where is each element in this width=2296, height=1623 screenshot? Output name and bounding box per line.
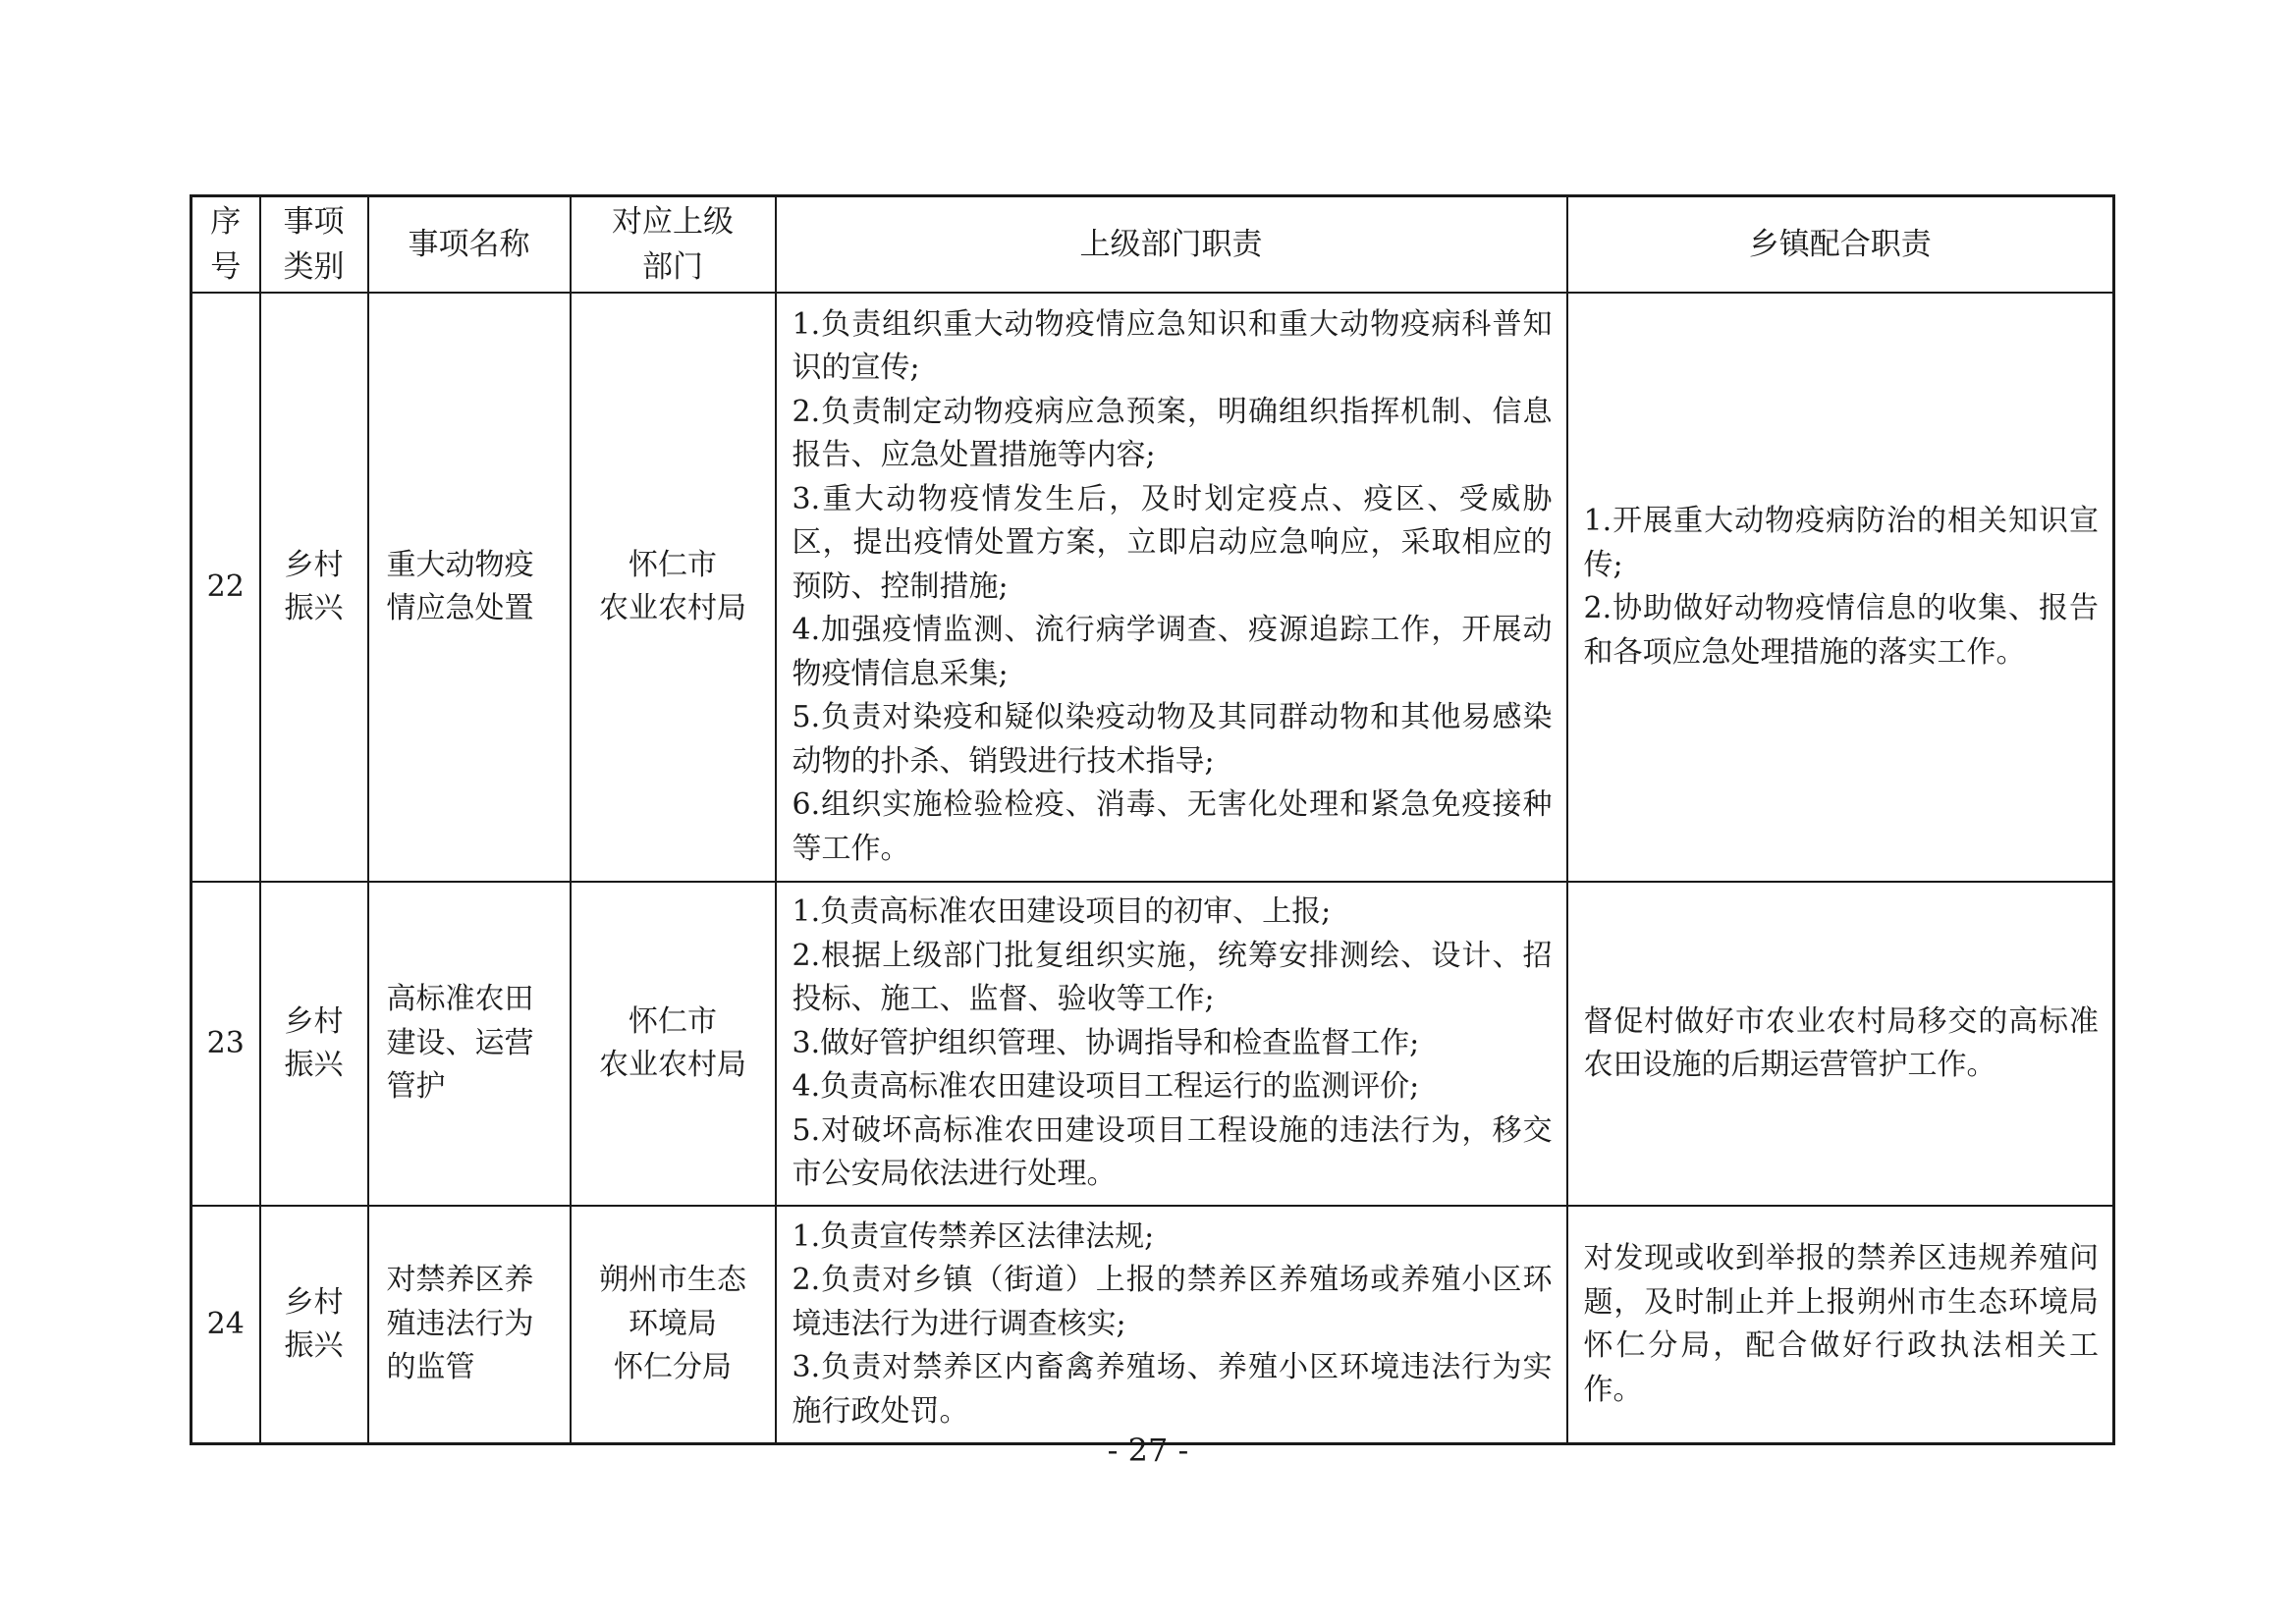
cell-town-duty — [1567, 882, 2114, 1206]
cell-item-name: 对禁养区养 殖违法行为 的监管 — [368, 1206, 571, 1444]
duty-item: 4.加强疫情监测、流行病学调查、疫源追踪工作，开展动物疫情信息采集; — [792, 613, 1553, 691]
cell-dept: 怀仁市 农业农村局 — [571, 293, 776, 882]
cell-category: 乡村 振兴 — [260, 882, 368, 1206]
table-row — [191, 882, 2114, 1206]
cell-seq: 23 — [191, 882, 260, 1206]
header-dept: 对应上级 部门 — [571, 196, 776, 294]
duty-item: 2.负责制定动物疫病应急预案，明确组织指挥机制、信息报告、应急处置措施等内容; — [792, 394, 1553, 473]
duty-item: 对发现或收到举报的禁养区违规养殖问题，及时制止并上报朔州市生态环境局怀仁分局，配合做好行政执法相关工作。 — [1583, 1241, 2099, 1407]
duty-item: 2.负责对乡镇（街道）上报的禁养区养殖场或养殖小区环境违法行为进行调查核实; — [792, 1263, 1553, 1341]
duty-item: 1.负责高标准农田建设项目的初审、上报; — [792, 894, 1332, 930]
header-upper-duty: 上级部门职责 — [776, 196, 1567, 294]
table-row — [191, 1206, 2114, 1444]
table-header-row — [191, 196, 2114, 294]
cell-item-name: 重大动物疫 情应急处置 — [368, 293, 571, 882]
header-town-duty: 乡镇配合职责 — [1567, 196, 2114, 294]
cell-upper-duty — [776, 882, 1567, 1206]
duty-item: 1.负责组织重大动物疫情应急知识和重大动物疫病科普知识的宣传; — [792, 306, 1553, 386]
duty-item: 督促村做好市农业农村局移交的高标准农田设施的后期运营管护工作。 — [1583, 1003, 2099, 1082]
duty-item: 3.做好管护组织管理、协调指导和检查监督工作; — [792, 1025, 1420, 1060]
cell-town-duty — [1567, 1206, 2114, 1444]
duty-item: 5.负责对染疫和疑似染疫动物及其同群动物和其他易感染动物的扑杀、销毁进行技术指导; — [792, 700, 1553, 779]
cell-upper-duty — [776, 1206, 1567, 1444]
duty-item: 4.负责高标准农田建设项目工程运行的监测评价; — [792, 1069, 1420, 1105]
cell-town-duty — [1567, 293, 2114, 882]
header-seq: 序 号 — [191, 196, 260, 294]
duty-item: 5.对破坏高标准农田建设项目工程设施的违法行为，移交市公安局依法进行处理。 — [792, 1112, 1553, 1192]
page-number: - 27 - — [1107, 1432, 1189, 1469]
duty-item: 2.根据上级部门批复组织实施，统筹安排测绘、设计、招投标、施工、监督、验收等工作; — [792, 938, 1553, 1017]
duty-item: 1.开展重大动物疫病防治的相关知识宣传; — [1583, 504, 2099, 582]
cell-item-name: 高标准农田 建设、运营 管护 — [368, 882, 571, 1206]
duty-table-container — [190, 194, 2112, 1445]
cell-upper-duty — [776, 293, 1567, 882]
duty-item: 6.组织实施检验检疫、消毒、无害化处理和紧急免疫接种等工作。 — [792, 787, 1553, 866]
header-item-name: 事项名称 — [368, 196, 571, 294]
duty-table — [190, 194, 2115, 1445]
duty-item: 3.重大动物疫情发生后，及时划定疫点、疫区、受威胁区，提出疫情处置方案，立即启动应急响应，采取相应的预防、控制措施; — [792, 481, 1553, 604]
duty-item: 3.负责对禁养区内畜禽养殖场、养殖小区环境违法行为实施行政处罚。 — [792, 1350, 1553, 1429]
cell-dept: 朔州市生态 环境局 怀仁分局 — [571, 1206, 776, 1444]
header-category: 事项 类别 — [260, 196, 368, 294]
duty-item: 2.协助做好动物疫情信息的收集、报告和各项应急处理措施的落实工作。 — [1583, 591, 2099, 670]
table-row — [191, 293, 2114, 882]
cell-category: 乡村 振兴 — [260, 293, 368, 882]
cell-dept: 怀仁市 农业农村局 — [571, 882, 776, 1206]
cell-seq: 24 — [191, 1206, 260, 1444]
duty-item: 1.负责宣传禁养区法律法规; — [792, 1218, 1155, 1254]
cell-seq: 22 — [191, 293, 260, 882]
cell-category: 乡村 振兴 — [260, 1206, 368, 1444]
